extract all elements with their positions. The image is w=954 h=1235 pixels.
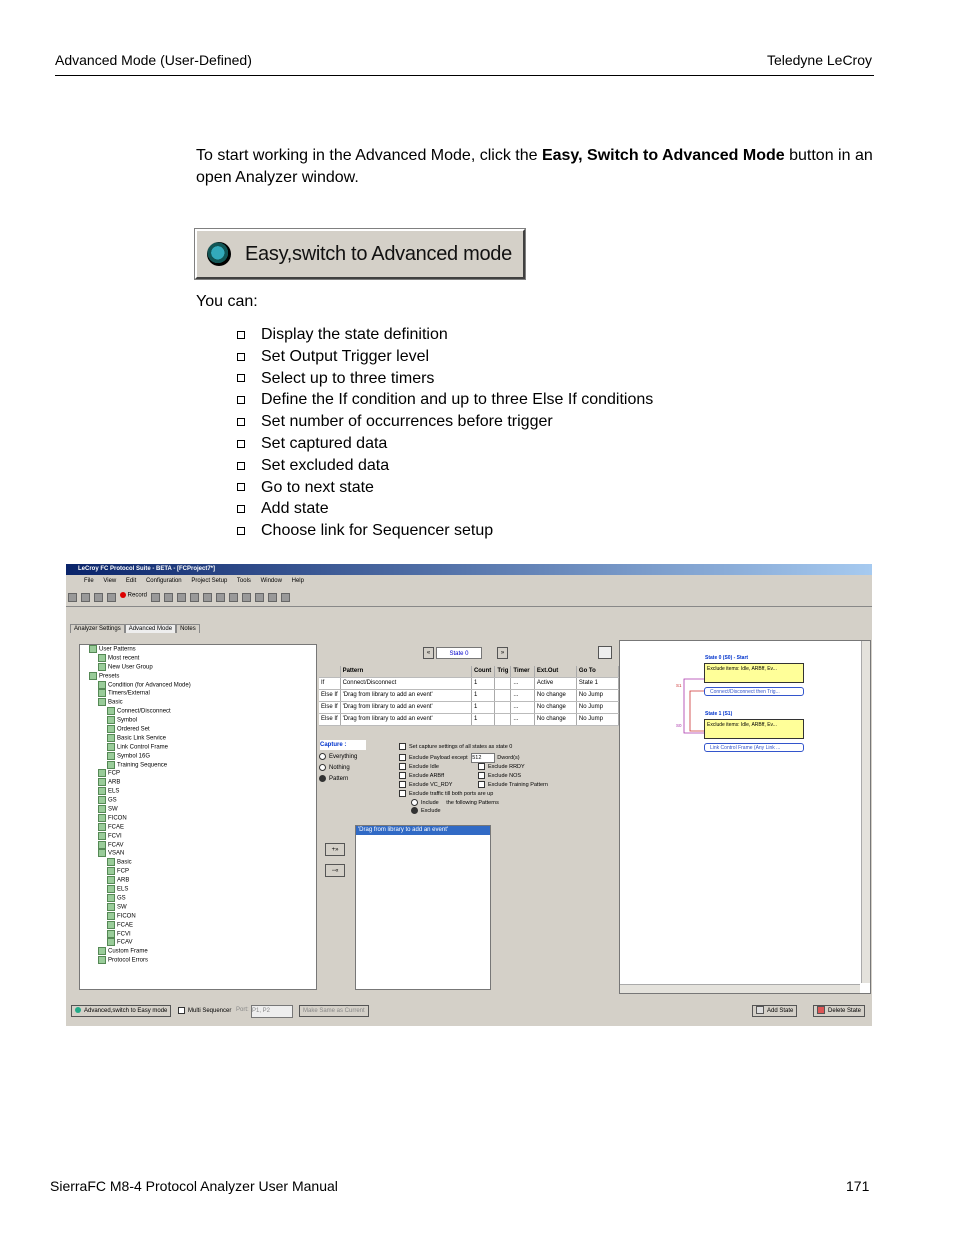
toolbar	[66, 588, 872, 607]
checkbox-bullet-icon	[237, 418, 245, 426]
bookmark-icon[interactable]	[216, 593, 225, 602]
checkbox-bullet-icon	[237, 527, 245, 535]
window-titlebar	[66, 564, 872, 575]
state0-title: State 0 (S0) - Start	[705, 655, 749, 661]
capture-radios	[319, 752, 357, 785]
table-row	[319, 714, 619, 726]
current-state: State 0	[436, 647, 482, 659]
pattern-icon	[107, 716, 115, 724]
pattern-icon	[98, 849, 106, 857]
pattern-icon	[107, 921, 115, 929]
list-item: Set captured data	[237, 433, 653, 455]
tree-item[interactable]: FCP	[80, 867, 316, 876]
state0-link[interactable]: Connect/Disconnect then Trig...	[704, 687, 804, 696]
tree-item[interactable]: GS	[80, 894, 316, 903]
grid-header-cell: Ext.Out	[535, 666, 577, 677]
check-all-states[interactable]: Set capture settings of all states as state 0	[399, 742, 520, 753]
pattern-icon	[89, 645, 97, 653]
open-icon[interactable]	[68, 593, 77, 602]
radio-pattern[interactable]: Pattern	[319, 774, 357, 785]
header-rule	[55, 75, 874, 76]
state0-box[interactable]: Exclude items: Idle, ARBff, Ev...	[704, 663, 804, 683]
pattern-icon	[98, 787, 106, 795]
port-label: Port:	[236, 1007, 249, 1013]
grid-header-cell: Trig	[495, 666, 511, 677]
list-item: Display the state definition	[237, 324, 653, 346]
list-item: Choose link for Sequencer setup	[237, 520, 653, 542]
tab-advanced-mode[interactable]: Advanced Mode	[125, 624, 176, 633]
tree-item[interactable]: Basic Link Service	[80, 734, 316, 743]
record-button[interactable]: Record	[120, 592, 147, 599]
pattern-icon	[98, 698, 106, 706]
tree-item[interactable]: FICON	[80, 814, 316, 823]
tree-item[interactable]: VSAN	[80, 849, 316, 858]
tree-item[interactable]: Symbol	[80, 716, 316, 725]
capability-list	[237, 324, 653, 542]
page-number: 171	[846, 1178, 870, 1194]
pattern-icon	[107, 876, 115, 884]
analyzer-globe-icon	[207, 242, 231, 266]
tree-item[interactable]: Training Sequence	[80, 761, 316, 770]
tree-item[interactable]: Timers/External	[80, 689, 316, 698]
check-exclude-traffic[interactable]: Exclude traffic till both ports are up	[399, 790, 520, 799]
checkbox-bullet-icon	[237, 374, 245, 382]
state1-title: State 1 (S1)	[705, 711, 733, 717]
make-same-button[interactable]: Make Same as Current	[299, 1005, 369, 1017]
table-row	[319, 690, 619, 702]
filter-icon[interactable]	[190, 593, 199, 602]
pattern-icon	[107, 930, 115, 938]
pattern-icon	[98, 956, 106, 964]
grid-header-cell: Timer	[511, 666, 534, 677]
check-exclude-arbff[interactable]: Exclude ARBff	[399, 772, 520, 781]
pattern-icon	[98, 689, 106, 697]
grid-cell[interactable]: 1	[472, 690, 495, 701]
tree-item[interactable]: Custom Frame	[80, 947, 316, 956]
save-icon[interactable]	[81, 593, 90, 602]
payload-dwords-input[interactable]: 512	[471, 753, 495, 763]
pattern-icon	[107, 867, 115, 875]
grid-cell[interactable]: No change	[535, 714, 577, 725]
tree-item[interactable]: SW	[80, 805, 316, 814]
radio-include[interactable]: Include the following Patterns	[399, 799, 520, 807]
pattern-icon	[107, 938, 115, 946]
tree-item[interactable]: FCVI	[80, 832, 316, 841]
grid-cell[interactable]: Active	[535, 678, 577, 689]
tree-item[interactable]: Link Control Frame	[80, 743, 316, 752]
grid-cell[interactable]: ...	[511, 702, 534, 713]
remove-pattern-button[interactable]: −«	[325, 864, 345, 877]
state-options-icon[interactable]	[598, 646, 612, 659]
grid-cell[interactable]: If	[319, 678, 341, 689]
pattern-icon	[107, 903, 115, 911]
s0-label: S0	[676, 723, 682, 728]
excluded-patterns-list[interactable]	[355, 825, 491, 990]
list-item: Go to next state	[237, 477, 653, 499]
tree-item[interactable]: Most recent	[80, 654, 316, 663]
grid-cell[interactable]: Connect/Disconnect	[341, 678, 472, 689]
tree-item[interactable]: FCAE	[80, 823, 316, 832]
pause-icon[interactable]	[164, 593, 173, 602]
tree-item[interactable]: FICON	[80, 912, 316, 921]
checkbox-bullet-icon	[237, 440, 245, 448]
s1-label: S1	[676, 683, 682, 688]
grid-cell[interactable]: ...	[511, 678, 534, 689]
check-exclude-training[interactable]: Exclude Training Pattern	[478, 781, 548, 790]
tree-item[interactable]: FCAV	[80, 841, 316, 850]
menu-tools[interactable]: Tools	[236, 578, 251, 584]
list-item: Add state	[237, 498, 653, 520]
switch-to-easy-button[interactable]: Advanced,switch to Easy mode	[71, 1005, 171, 1017]
radio-everything[interactable]: Everything	[319, 752, 357, 763]
vertical-scrollbar[interactable]	[861, 641, 870, 983]
menu-bar	[66, 576, 872, 587]
grid-cell[interactable]: No change	[535, 702, 577, 713]
grid-cell[interactable]	[495, 678, 511, 689]
checkbox-bullet-icon	[237, 483, 245, 491]
pattern-icon	[98, 814, 106, 822]
next-state-button[interactable]: »	[497, 647, 508, 659]
check-exclude-idle[interactable]: Exclude Idle	[399, 763, 520, 772]
pattern-icon	[107, 743, 115, 751]
list-item[interactable]: 'Drag from library to add an event'	[356, 826, 490, 835]
list-item: Set Output Trigger level	[237, 346, 653, 368]
checkbox-bullet-icon	[237, 462, 245, 470]
grid-header-cell: Go To	[577, 666, 619, 677]
add-pattern-button[interactable]: +»	[325, 843, 345, 856]
pattern-icon	[107, 894, 115, 902]
pattern-icon	[107, 858, 115, 866]
trigger-icon[interactable]	[177, 593, 186, 602]
intro-bold: Easy, Switch to Advanced Mode	[541, 147, 785, 164]
state-diagram	[619, 640, 871, 994]
tree-item[interactable]: FCAV	[80, 938, 316, 947]
grid-header-cell: Count	[472, 666, 495, 677]
menu-edit[interactable]: Edit	[125, 578, 137, 584]
grid-cell[interactable]: No Jump	[577, 690, 619, 701]
grid-cell[interactable]: State 1	[577, 678, 619, 689]
grid-cell[interactable]: 'Drag from library to add an event'	[341, 714, 472, 725]
pattern-icon	[107, 761, 115, 769]
tree-item[interactable]: FCAE	[80, 921, 316, 930]
tree-item[interactable]: FCVI	[80, 930, 316, 939]
checkbox-bullet-icon	[237, 396, 245, 404]
grid-cell[interactable]: Else If	[319, 690, 341, 701]
pattern-icon	[107, 707, 115, 715]
pattern-icon	[98, 663, 106, 671]
globe-icon[interactable]	[107, 593, 116, 602]
tree-item[interactable]: ARB	[80, 876, 316, 885]
tree-item[interactable]: Presets	[80, 672, 316, 681]
menu-view[interactable]: View	[103, 578, 117, 584]
grid-cell[interactable]: Else If	[319, 702, 341, 713]
grid-cell[interactable]: 1	[472, 678, 495, 689]
tree-item[interactable]: Condition (for Advanced Mode)	[80, 681, 316, 690]
running-header-right: Teledyne LeCroy	[766, 52, 872, 68]
checkbox-bullet-icon	[237, 505, 245, 513]
grid-header-row	[319, 666, 619, 678]
table-row	[319, 702, 619, 714]
multi-sequencer-check[interactable]: Multi Sequencer	[178, 1007, 231, 1014]
list-item: Select up to three timers	[237, 368, 653, 390]
list-item: Set number of occurrences before trigger	[237, 411, 653, 433]
pattern-icon	[98, 769, 106, 777]
menu-file[interactable]: File	[84, 578, 94, 584]
list-item: Define the If condition and up to three Else If conditions	[237, 389, 653, 411]
menu-help[interactable]: Help	[291, 578, 304, 584]
footer-title: SierraFC M8-4 Protocol Analyzer User Manual	[50, 1178, 338, 1194]
add-state-button[interactable]: Add State	[752, 1005, 797, 1017]
tab-notes[interactable]: Notes	[176, 624, 200, 633]
radio-nothing[interactable]: Nothing	[319, 763, 357, 774]
you-can-label: You can:	[196, 293, 258, 310]
tree-item[interactable]: User Patterns	[80, 645, 316, 654]
grid-cell[interactable]	[495, 714, 511, 725]
grid-cell[interactable]: No Jump	[577, 714, 619, 725]
pattern-icon	[107, 752, 115, 760]
condition-grid	[319, 666, 619, 726]
grid-header-cell: Pattern	[341, 666, 472, 677]
easy-switch-button-label: Easy,switch to Advanced mode	[245, 242, 512, 265]
pattern-icon	[98, 947, 106, 955]
check-exclude-vc-rdy[interactable]: Exclude VC_RDY	[399, 781, 520, 790]
tree-item[interactable]: SW	[80, 903, 316, 912]
tree-item[interactable]: Protocol Errors	[80, 956, 316, 965]
capture-right-checks	[478, 763, 548, 790]
pattern-icon	[98, 841, 106, 849]
tree-item[interactable]: Symbol 16G	[80, 752, 316, 761]
grid-cell[interactable]	[495, 702, 511, 713]
tree-item[interactable]: Basic	[80, 698, 316, 707]
color-icon[interactable]	[268, 593, 277, 602]
pattern-icon	[98, 681, 106, 689]
menu-window[interactable]: Window	[260, 578, 282, 584]
zoom-out-icon[interactable]	[255, 593, 264, 602]
tree-item[interactable]: ARB	[80, 778, 316, 787]
check-exclude-nos[interactable]: Exclude NOS	[478, 772, 548, 781]
tree-item[interactable]: New User Group	[80, 663, 316, 672]
grid-header-cell	[319, 666, 341, 677]
pattern-library-tree	[79, 644, 317, 990]
grid-cell[interactable]: ...	[511, 714, 534, 725]
pattern-icon	[107, 912, 115, 920]
tree-item[interactable]: Basic	[80, 858, 316, 867]
pattern-icon	[98, 805, 106, 813]
tab-analyzer-settings[interactable]: Analyzer Settings	[70, 624, 125, 633]
grid-cell[interactable]: 1	[472, 702, 495, 713]
menu-project-setup[interactable]: Project Setup	[191, 578, 228, 584]
pattern-icon	[98, 778, 106, 786]
delete-state-button[interactable]: Delete State	[813, 1005, 865, 1017]
grid-cell[interactable]: 1	[472, 714, 495, 725]
record-icon	[120, 592, 126, 598]
state1-box[interactable]: Exclude items: Idle, ARBff, Ev...	[704, 719, 804, 739]
checkbox-bullet-icon	[237, 353, 245, 361]
pattern-icon	[98, 796, 106, 804]
check-exclude-payload[interactable]: Exclude Payload except 512 Dword(s)	[399, 753, 520, 763]
tree-item[interactable]: ELS	[80, 885, 316, 894]
help-icon[interactable]	[281, 593, 290, 602]
pattern-icon	[107, 885, 115, 893]
pattern-icon	[107, 734, 115, 742]
easy-switch-button[interactable]	[195, 229, 525, 279]
tree-item[interactable]: Connect/Disconnect	[80, 707, 316, 716]
checkbox-bullet-icon	[237, 331, 245, 339]
grid-cell[interactable]	[495, 690, 511, 701]
stop-icon[interactable]	[151, 593, 160, 602]
search-icon[interactable]	[203, 593, 212, 602]
print-icon[interactable]	[94, 593, 103, 602]
state-selector	[423, 647, 505, 659]
table-row	[319, 678, 619, 690]
radio-exclude[interactable]: Exclude	[399, 807, 520, 815]
port-select[interactable]: P1, P2	[251, 1005, 293, 1018]
pattern-icon	[98, 654, 106, 662]
globe-icon	[75, 1007, 81, 1013]
pattern-icon	[98, 832, 106, 840]
grid-cell[interactable]: No Jump	[577, 702, 619, 713]
tree-item[interactable]: ELS	[80, 787, 316, 796]
capture-label: Capture :	[320, 740, 366, 750]
grid-cell[interactable]: ...	[511, 690, 534, 701]
running-header-left: Advanced Mode (User-Defined)	[55, 52, 252, 68]
state1-link[interactable]: Link Control Frame (Any Link ...	[704, 743, 804, 752]
pattern-icon	[107, 725, 115, 733]
pattern-icon	[89, 672, 97, 680]
horizontal-scrollbar[interactable]	[620, 984, 860, 993]
intro-paragraph	[196, 145, 876, 189]
intro-text-after: button in an open Analyzer window.	[196, 147, 873, 186]
window-title: LeCroy FC Protocol Suite - BETA - [FCProject7*]	[78, 566, 216, 572]
add-state-icon	[756, 1006, 764, 1014]
tree-item[interactable]: GS	[80, 796, 316, 805]
tree-item[interactable]: FCP	[80, 769, 316, 778]
prev-state-button[interactable]: «	[423, 647, 434, 659]
grid-cell[interactable]: 'Drag from library to add an event'	[341, 690, 472, 701]
pattern-icon	[98, 823, 106, 831]
list-item: Set excluded data	[237, 455, 653, 477]
app-screenshot	[66, 564, 872, 1026]
grid-cell[interactable]: No change	[535, 690, 577, 701]
tree-item[interactable]: Ordered Set	[80, 725, 316, 734]
layout-icon[interactable]	[229, 593, 238, 602]
menu-configuration[interactable]: Configuration	[145, 578, 182, 584]
grid-cell[interactable]: Else If	[319, 714, 341, 725]
settings-tabs	[70, 624, 200, 635]
delete-state-icon	[817, 1006, 825, 1014]
grid-cell[interactable]: 'Drag from library to add an event'	[341, 702, 472, 713]
zoom-in-icon[interactable]	[242, 593, 251, 602]
intro-text-before: To start working in the Advanced Mode, click the	[196, 147, 542, 164]
check-exclude-rrdy[interactable]: Exclude RRDY	[478, 763, 548, 772]
